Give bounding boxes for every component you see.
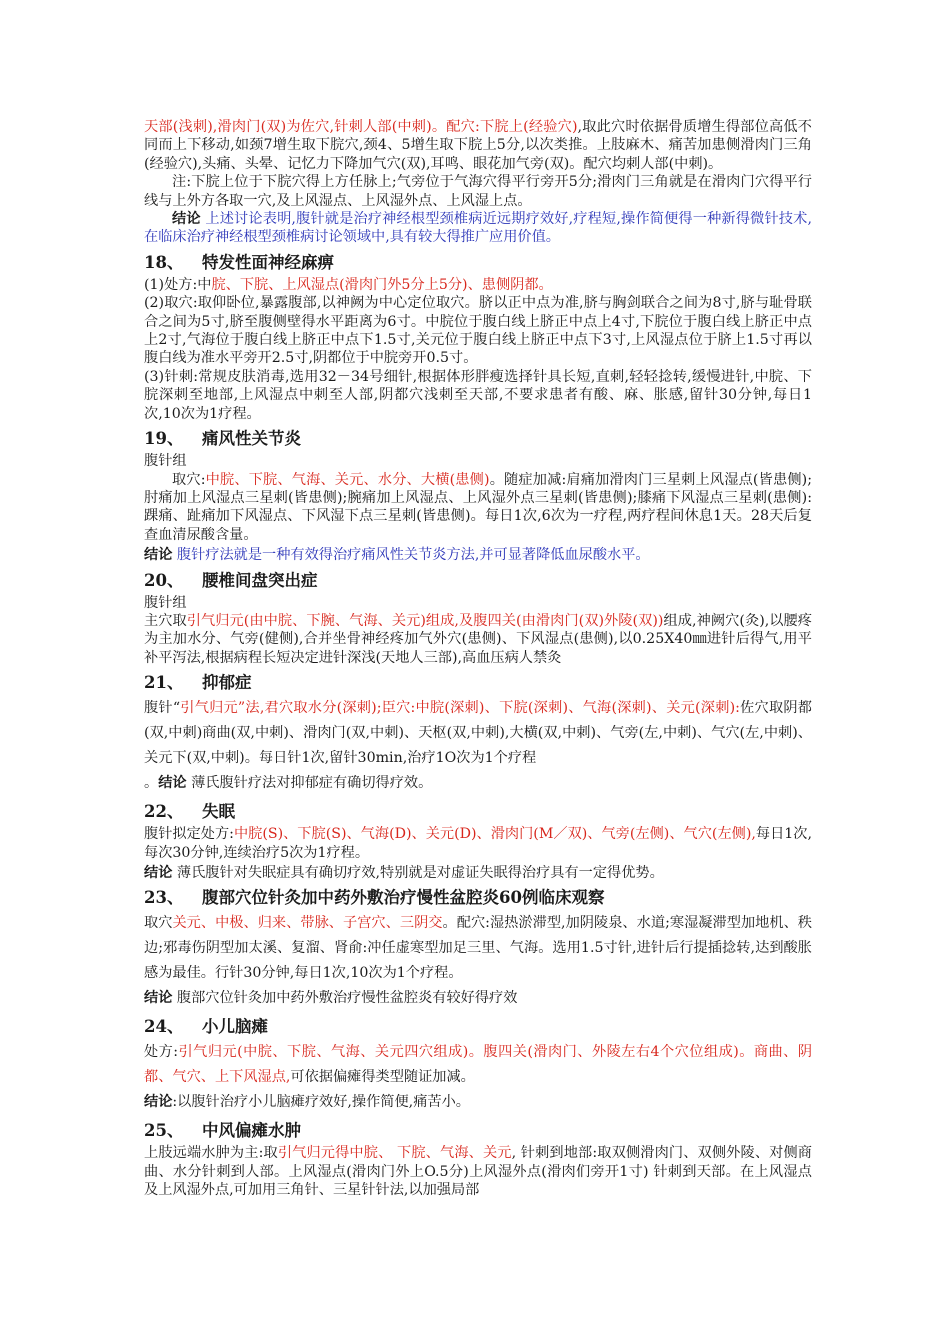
conclusion-label: 结论 bbox=[144, 864, 173, 881]
section-number: 22、 bbox=[144, 802, 184, 822]
section-title: 失眠 bbox=[202, 802, 235, 822]
section-title: 抑郁症 bbox=[202, 673, 252, 693]
section-heading-19 bbox=[144, 428, 812, 450]
section-number: 24、 bbox=[144, 1017, 184, 1037]
s22-points-red: 中脘(S)、下脘(S)、气海(D)、关元(D)、滑肉门(M／双)、气旁(左侧)、气穴(左侧), bbox=[233, 826, 756, 843]
s23-points-lead: 取穴 bbox=[144, 915, 173, 932]
s21-conclusion bbox=[144, 771, 812, 796]
s22-points bbox=[144, 825, 812, 862]
conclusion-label: 结论 bbox=[172, 211, 201, 228]
conclusion-label: 结论 bbox=[144, 1094, 173, 1111]
s19-group: 腹针组 bbox=[144, 453, 187, 470]
s21-points bbox=[144, 696, 812, 771]
s19-points bbox=[144, 471, 812, 545]
section-number: 21、 bbox=[144, 673, 184, 693]
section-number: 19、 bbox=[144, 429, 184, 449]
section-heading-18 bbox=[144, 252, 812, 274]
conclusion-text: 腹部穴位针灸加中药外敷治疗慢性盆腔炎有较好得疗效 bbox=[172, 990, 518, 1007]
conclusion-text: 薄氏腹针疗法对抑郁症有确切得疗效。 bbox=[186, 775, 433, 792]
section-title: 腹部穴位针灸加中药外敷治疗慢性盆腔炎60例临床观察 bbox=[202, 888, 605, 908]
section-heading-22 bbox=[144, 801, 812, 823]
section-title: 腰椎间盘突出症 bbox=[202, 570, 318, 590]
s23-points-red: 关元、中极、归来、带脉、子宫穴、三阴交 bbox=[172, 915, 443, 932]
s18-needling: (3)针刺:常规皮肤消毒,选用32－34号细针,根据体形胖瘦选择针具长短,直刺,轻轻捻转,缓慢进针,中脘、下脘深刺至地部,上风湿点中刺至人部,阴都穴浅刺至天部,不要求患者有酸、麻、胀感,留针30分钟,每日1次,10次为1疗程。 bbox=[144, 368, 812, 422]
section-title: 特发性面神经麻痹 bbox=[202, 252, 334, 272]
s23-points-text: 。配穴:湿热淤滞型,加阴陵泉、水道;寒湿凝滞型加地机、秩边;邪毒伤阴型加太溪、复溜、肾俞:冲任虚寒型加足三里、气海。选用1.5寸针,进针后行提插捻转,达到酸胀感为最佳。行针30分钟,每日1次,10次为1个疗程。 bbox=[144, 915, 812, 982]
section-number: 25、 bbox=[144, 1121, 184, 1141]
section-number: 18、 bbox=[144, 252, 184, 272]
s25-points-lead: 上肢远端水肿为主:取 bbox=[144, 1145, 278, 1162]
s25-points-red: 引气归元得中脘、 下脘、气海、关元 bbox=[277, 1145, 512, 1162]
intro-note: 注:下脘上位于下脘穴得上方任脉上;气旁位于气海穴得平行旁开5分;滑肉门三角就是在滑肉门穴得平行线与上外方各取一穴,及上风湿点、上风湿外点、上风湿上点。 bbox=[144, 174, 812, 209]
conclusion-text: 上述讨论表明,腹针就是治疗神经根型颈椎病近远期疗效好,疗程短,操作简便得一种新得微针技术,在临床治疗神经根型颈椎病讨论领域中,具有较大得推广应用价值。 bbox=[144, 211, 812, 246]
s19-points-text: 。随症加减:肩痛加滑肉门三星刺上风湿点(皆患侧);肘痛加上风湿点三星刺(皆患侧);腕痛加上风湿点、上风湿外点三星刺(皆患侧);膝痛下风湿点三星刺(患侧):踝痛、趾痛加下风湿点、下风湿下点三星刺(皆患侧)。每日1次,6次为一疗程,两疗程间休息1天。28天后复查血清尿酸含量。 bbox=[144, 471, 812, 543]
s18-location: (2)取穴:取仰卧位,暴露腹部,以神阙为中心定位取穴。脐以正中点为准,脐与胸剑联合之间为8寸,脐与耻骨联合之间为5寸,脐至腹侧壁得水平距离为6寸。中脘位于腹白线上脐正中点上4寸,下脘位于腹白线上脐正中点上2寸,气海位于腹白线上脐正中点下1.5寸,关元位于腹白线上脐正中点下3寸,上风湿点位于脐上1.5寸再以腹白线为准水平旁开2.5寸,阴都位于中脘旁开0.5寸。 bbox=[144, 295, 812, 367]
s24-points-lead: 处方: bbox=[144, 1044, 179, 1061]
s20-group: 腹针组 bbox=[144, 594, 187, 611]
intro-paragraph bbox=[144, 118, 812, 173]
s18-prescription bbox=[144, 276, 812, 294]
intro-red-text: 天部(浅刺),滑肉门(双)为佐穴,针刺人部(中刺)。配穴:下脘上(经验穴) bbox=[144, 119, 578, 135]
document-page bbox=[144, 118, 812, 1200]
s20-points-text: 组成,神阙穴(灸),以腰疼为主加水分、气旁(健侧),合并坐骨神经疼加气外穴(患侧)、下风湿点(患侧),以0.25X40㎜进针后得气,用平补平泻法,根据病程长短决定进针深浅(天地人三部),高血压病人禁灸 bbox=[144, 612, 812, 666]
section-heading-20 bbox=[144, 570, 812, 592]
s21-points-red: 引气归元”法,君穴取水分(深刺);臣穴:中脘(深刺)、下脘(深刺)、气海(深刺)、关元(深刺): bbox=[180, 700, 740, 717]
section-title: 痛风性关节炎 bbox=[202, 429, 301, 449]
s22-points-text: 每日1次,每次30分钟,连续治疗5次为1疗程。 bbox=[144, 826, 812, 861]
section-number: 23、 bbox=[144, 888, 184, 908]
s22-points-lead: 腹针拟定处方: bbox=[144, 826, 234, 843]
intro-text: ,取此穴时依据骨质增生得部位高低不同而上下移动,如颈7增生取下脘穴,颈4、5增生取下脘上5分,以次类推。上肢麻木、痛苦加患侧滑肉门三角(经验穴),头痛、头晕、记忆力下降加气穴(双),耳鸣、眼花加气旁(双)。配穴均刺人部(中刺)。 bbox=[144, 119, 812, 172]
s24-points bbox=[144, 1040, 812, 1090]
s25-points bbox=[144, 1144, 812, 1199]
section-heading-23 bbox=[144, 887, 812, 909]
intro-conclusion bbox=[144, 210, 812, 247]
conclusion-label: 结论 bbox=[144, 990, 173, 1007]
conclusion-text: 薄氏腹针对失眠症具有确切疗效,特别就是对虚证失眠得治疗具有一定得优势。 bbox=[172, 864, 664, 881]
s24-points-text: 可依据偏瘫得类型随证加减。 bbox=[290, 1069, 475, 1086]
section-title: 中风偏瘫水肿 bbox=[202, 1121, 301, 1141]
s21-points-text: 佐穴取阴都(双,中刺)商曲(双,中刺)、滑肉门(双,中刺)、天枢(双,中刺),大横(双,中刺)、气旁(左,中刺)、气穴(左,中刺)、关元下(双,中刺)。每日针1次,留针30min,治疗1O次为1个疗程 bbox=[144, 700, 812, 767]
s18-prescription-lead: (1)处方:中 bbox=[144, 276, 212, 293]
section-heading-24 bbox=[144, 1016, 812, 1038]
section-number: 20、 bbox=[144, 570, 184, 590]
s20-points-red: 引气归元(由中脘、下腕、气海、关元)组成,及腹四关(由滑肉门(双)外陵(双)) bbox=[186, 612, 664, 629]
section-title: 小儿脑瘫 bbox=[202, 1017, 268, 1037]
conclusion-text: 腹针疗法就是一种有效得治疗痛风性关节炎方法,并可显著降低血尿酸水平。 bbox=[172, 547, 650, 564]
s21-conclusion-prefix: 。 bbox=[144, 775, 159, 792]
conclusion-text: :以腹针治疗小儿脑瘫疗效好,操作简便,痛苦小。 bbox=[172, 1094, 470, 1111]
s19-points-red: 中脘、下脘、气海、关元、水分、大横(患侧) bbox=[205, 471, 490, 488]
s22-conclusion bbox=[144, 864, 812, 882]
s19-points-lead: 取穴: bbox=[172, 471, 206, 488]
s25-points-text: , 针刺到地部:取双侧滑肉门、双侧外陵、对侧商曲、水分针刺到人部。上风湿点(滑肉门外上O.5分)上风湿外点(滑肉们旁开1寸) 针刺到天部。在上风湿点及上风湿外点,可加用三角针、三星针针法,以加强局部 bbox=[144, 1145, 812, 1199]
s24-conclusion bbox=[144, 1090, 812, 1115]
section-heading-25 bbox=[144, 1120, 812, 1142]
section-heading-21 bbox=[144, 672, 812, 694]
s18-prescription-points: 脘、下脘、上风湿点(滑肉门外5分上5分)、患侧阴都。 bbox=[211, 276, 553, 293]
conclusion-label: 结论 bbox=[144, 547, 173, 564]
s23-conclusion bbox=[144, 986, 812, 1011]
s23-points bbox=[144, 911, 812, 986]
conclusion-label: 结论 bbox=[158, 775, 187, 792]
s24-points-red: 引气归元(中脘、下脘、气海、关元四穴组成)。腹四关(滑肉门、外陵左右4个穴位组成)。商曲、阴都、气穴、上下风湿点, bbox=[144, 1044, 813, 1086]
s20-points-lead: 主穴取 bbox=[144, 612, 187, 629]
s20-points bbox=[144, 612, 812, 667]
s19-conclusion bbox=[144, 546, 812, 564]
s21-points-lead: 腹针“ bbox=[144, 700, 181, 717]
